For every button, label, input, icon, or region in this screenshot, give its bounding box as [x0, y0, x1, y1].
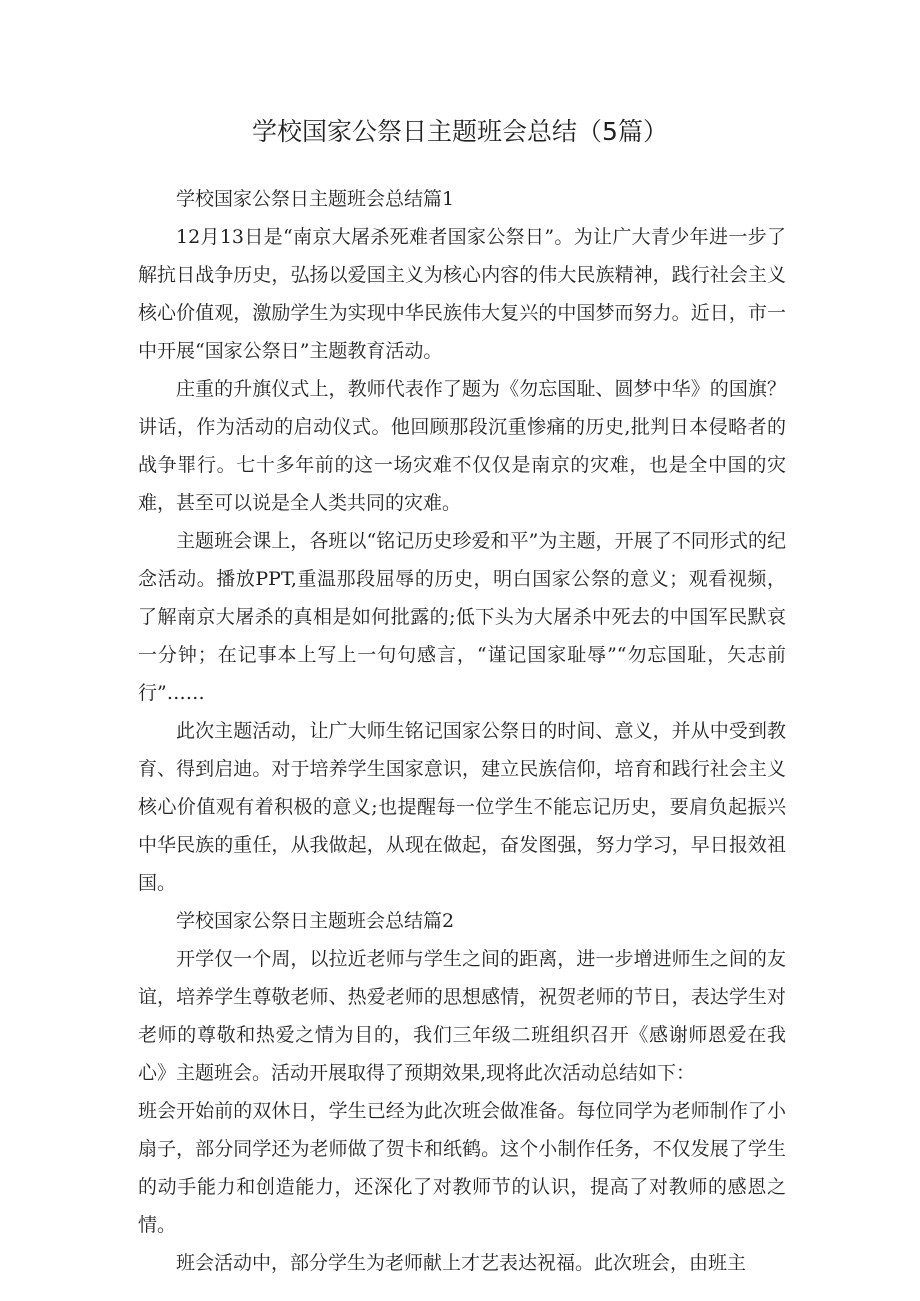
section-heading: 学校国家公祭日主题班会总结篇1: [176, 188, 455, 210]
paragraph: 12月13日是“南京大屠杀死难者国家公祭日”。为让广大青少年进一步了解抗日战争历史，弘扬以爱国主义为核心内容的伟大民族精神，践行社会主义核心价值观，激励学生为实现中华民族伟大复兴的中国梦而努力。近日，市一中开展“国家公祭日”主题教育活动。: [138, 226, 786, 362]
paragraph: 开学仅一个周，以拉近老师与学生之间的距离，进一步增进师生之间的友谊，培养学生尊敬老师、热爱老师的思想感情，祝贺老师的节日，表达学生对老师的尊敬和热爱之情为目的，我们三年级二班组织召开《感谢师恩爱在我心》主题班会。活动开展取得了预期效果,现将此次活动总结如下：: [138, 948, 786, 1084]
section-heading: 学校国家公祭日主题班会总结篇2: [176, 910, 455, 932]
paragraph: 此次主题活动，让广大师生铭记国家公祭日的时间、意义，并从中受到教育、得到启迪。对于培养学生国家意识，建立民族信仰，培育和践行社会主义核心价值观有着积极的意义;也提醒每一位学生不能忘记历史，要肩负起振兴中华民族的重任，从我做起，从现在做起，奋发图强，努力学习，早日报效祖国。: [138, 720, 786, 894]
paragraph: 主题班会课上，各班以“铭记历史珍爱和平”为主题，开展了不同形式的纪念活动。播放PPT,重温那段屈辱的历史，明白国家公祭的意义；观看视频，了解南京大屠杀的真相是如何批露的;低下头为大屠杀中死去的中国军民默哀一分钟；在记事本上写上一句句感言，“谨记国家耻辱”“勿忘国耻，矢志前行”……: [138, 530, 786, 704]
document-body: [138, 180, 786, 1282]
paragraph: 班会开始前的双休日，学生已经为此次班会做准备。每位同学为老师制作了小扇子，部分同学还为老师做了贺卡和纸鹤。这个小制作任务，不仅发展了学生的动手能力和创造能力，还深化了对教师节的认识，提高了对教师的感恩之情。: [138, 1100, 786, 1236]
document-title: 学校国家公祭日主题班会总结（5篇）: [252, 117, 668, 146]
paragraph: 庄重的升旗仪式上，教师代表作了题为《勿忘国耻、圆梦中华》的国旗？讲话，作为活动的启动仪式。他回顾那段沉重惨痛的历史,批判日本侵略者的战争罪行。七十多年前的这一场灾难不仅仅是南京的灾难，也是全中国的灾难，甚至可以说是全人类共同的灾难。: [138, 378, 786, 514]
paragraph: 班会活动中，部分学生为老师献上才艺表达祝福。此次班会，由班主: [176, 1252, 747, 1274]
